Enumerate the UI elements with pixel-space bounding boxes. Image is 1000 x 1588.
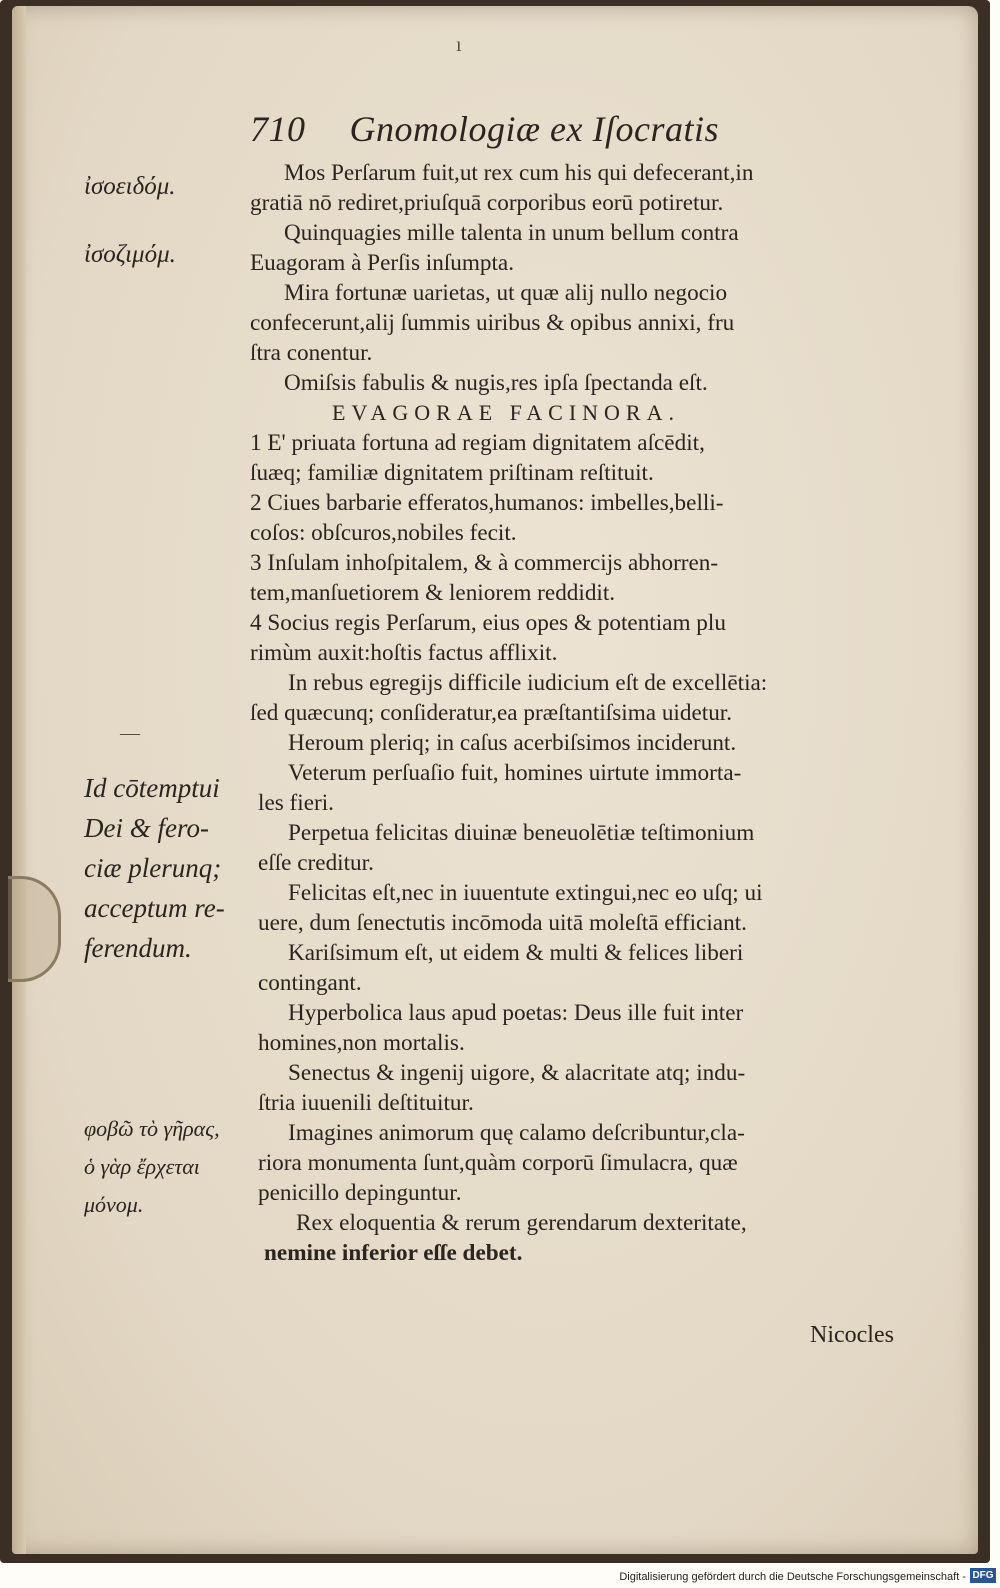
text-line: 4 Socius regis Perſarum, eius opes & potentiam plu — [250, 610, 726, 636]
text-line: Kariſsimum eſt, ut eidem & multi & felices liberi — [288, 940, 744, 966]
text-line: Euagoram à Perſis inſumpta. — [250, 250, 515, 276]
margin-note — [84, 768, 254, 968]
page-clip — [8, 876, 61, 982]
margin-note-line: Dei & fero- — [84, 813, 209, 843]
body-text — [250, 158, 920, 1268]
margin-note-line: ἰσοειδόμ. — [84, 173, 176, 200]
text-line: homines,non mortalis. — [258, 1030, 465, 1056]
text-line: nemine inferior eſſe debet. — [264, 1240, 523, 1266]
text-line: Veterum perſuaſio fuit, homines uirtute immorta- — [288, 760, 742, 786]
text-line: rimùm auxit:hoſtis factus afflixit. — [250, 640, 558, 666]
text-line: Heroum pleriq; in caſus acerbiſsimos inciderunt. — [288, 730, 737, 756]
margin-note-line: ἰσοζιμόμ. — [84, 241, 176, 268]
text-line: Quinquagies mille talenta in unum bellum contra — [284, 220, 739, 246]
section-heading: EVAGORAE FACINORA. — [332, 400, 680, 425]
text-line: Rex eloquentia & rerum gerendarum dexteritate, — [296, 1210, 747, 1236]
margin-note-line: ciæ plerunq; — [84, 853, 222, 883]
page-gutter — [12, 6, 26, 1554]
text-line: riora monumenta ſunt,quàm corporū ſimulacra, quæ — [258, 1150, 738, 1176]
text-line: ſtria iuuenili deſtituitur. — [258, 1090, 474, 1116]
text-line: Senectus & ingenij uigore, & alacritate atq; indu- — [288, 1060, 746, 1086]
text-line: ſed quæcunq; conſideratur,ea præſtantiſsima uidetur. — [250, 700, 733, 726]
text-line: Hyperbolica laus apud poetas: Deus ille fuit inter — [288, 1000, 744, 1026]
ink-mark: ı — [456, 34, 462, 56]
margin-note-line: Id cōtemptui — [84, 773, 220, 803]
text-line: tem,manſuetiorem & leniorem reddidit. — [250, 580, 616, 606]
text-line: Mira fortunæ uarietas, ut quæ alij nullo negocio — [284, 280, 728, 306]
text-line: gratiā nō rediret,priuſquā corporibus eorū potiretur. — [250, 190, 724, 216]
margin-note-line: acceptum re- — [84, 893, 225, 923]
text-line: penicillo depinguntur. — [258, 1180, 462, 1206]
text-line: coſos: obſcuros,nobiles fecit. — [250, 520, 517, 546]
margin-note — [84, 170, 254, 203]
margin-note-line: φοβῶ τὸ γῆρας, — [84, 1116, 220, 1141]
text-line: 2 Ciues barbarie efferatos,humanos: imbelles,belli- — [250, 490, 724, 516]
text-line: 3 Inſulam inhoſpitalem, & à commercijs abhorren- — [250, 550, 719, 576]
page-number: 710 — [250, 109, 306, 149]
text-line: Imagines animorum quę calamo deſcribuntur,cla- — [288, 1120, 745, 1146]
text-line: Mos Perſarum fuit,ut rex cum his qui defecerant,in — [284, 160, 754, 186]
running-head — [250, 108, 850, 150]
text-line: confecerunt,alij ſummis uiribus & opibus annixi, fru — [250, 310, 735, 336]
margin-note-line: ferendum. — [84, 933, 192, 963]
text-line: ſuæq; familiæ dignitatem priſtinam reſtituit. — [250, 460, 654, 486]
dfg-logo: DFG — [970, 1568, 996, 1583]
digitization-credit: Digitalisierung gefördert durch die Deutsche Forschungsgemeinschaft - — [619, 1571, 966, 1583]
text-line: les fieri. — [258, 790, 334, 816]
margin-note-line: ὁ γὰρ ἔρχεται — [84, 1154, 200, 1179]
text-line: eſſe creditur. — [258, 850, 374, 876]
text-line: Felicitas eſt,nec in iuuentute extingui,nec eo uſq; ui — [288, 880, 763, 906]
text-line: 1 E' priuata fortuna ad regiam dignitatem aſcēdit, — [250, 430, 705, 456]
text-line: uere, dum ſenectutis incōmoda uitā moleſtā efficiant. — [258, 910, 747, 936]
margin-dash: — — [120, 722, 140, 744]
text-line: In rebus egregijs difficile iudicium eſt de excellētia: — [288, 670, 768, 696]
text-line: Omiſsis fabulis & nugis,res ipſa ſpectanda eſt. — [284, 370, 708, 396]
margin-note — [84, 1110, 254, 1224]
text-line: ſtra conentur. — [250, 340, 373, 366]
margin-note-line: μόνομ. — [84, 1192, 144, 1217]
text-line: contingant. — [258, 970, 362, 996]
text-line: Perpetua felicitas diuinæ beneuolētiæ teſtimonium — [288, 820, 755, 846]
catchword: Nicocles — [810, 1322, 894, 1348]
running-title: Gnomologiæ ex Iſocratis — [349, 109, 719, 149]
margin-note — [84, 238, 254, 271]
